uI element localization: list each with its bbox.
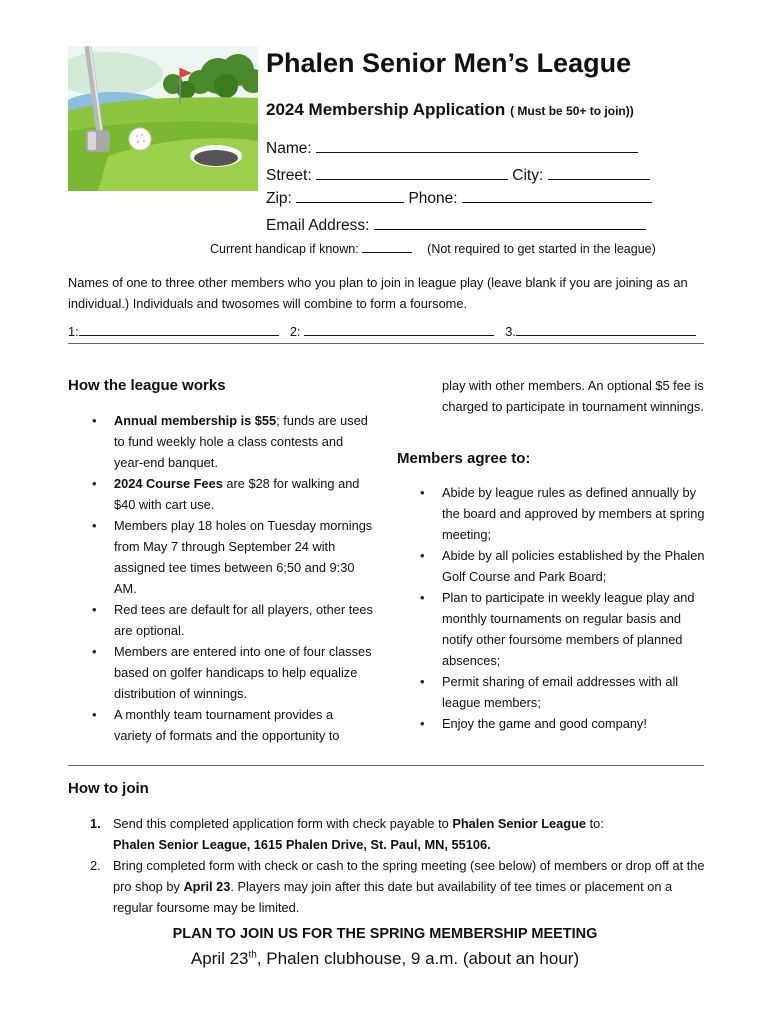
list-item: • Permit sharing of email addresses with all league members;	[416, 671, 706, 713]
name-label: Name:	[266, 140, 312, 157]
handicap-blank[interactable]	[362, 241, 412, 253]
list-item: • Abide by all policies established by the Phalen Golf Course and Park Board;	[416, 545, 706, 587]
phone-blank[interactable]	[462, 188, 652, 203]
street-label: Street:	[266, 167, 312, 184]
page-title: Phalen Senior Men’s League	[266, 48, 632, 78]
meeting-details	[0, 949, 770, 969]
list-item: • Abide by league rules as defined annually by the board and approved by members at spring meeting;	[416, 482, 706, 545]
phone-label: Phone:	[408, 190, 458, 207]
meeting-location-time: , Phalen clubhouse, 9 a.m. (about an hour)	[256, 949, 580, 968]
list-item: • Plan to participate in weekly league play and monthly tournaments on regular basis and notify other foursome members of planned absences;	[416, 587, 706, 671]
street-blank[interactable]	[316, 165, 508, 180]
members-agree-heading: Members agree to:	[397, 450, 531, 467]
league-works-list	[88, 410, 373, 746]
street-city-row	[266, 165, 650, 185]
application-subtitle	[266, 100, 634, 120]
members-agree-list	[416, 482, 706, 734]
name-field-row	[266, 138, 638, 158]
age-requirement-note: ( Must be 50+ to join))	[510, 104, 634, 118]
golf-illustration	[68, 46, 258, 191]
handicap-note: (Not required to get started in the league)	[427, 242, 656, 256]
slot-2-blank[interactable]	[304, 324, 494, 336]
email-label: Email Address:	[266, 217, 370, 234]
member-slots-row	[68, 324, 708, 339]
meeting-date: April 23	[190, 949, 249, 968]
list-item: • Red tees are default for all players, other tees are optional.	[88, 599, 373, 641]
slot-1-blank[interactable]	[79, 324, 279, 336]
league-works-heading: How the league works	[68, 377, 226, 394]
email-blank[interactable]	[374, 215, 646, 230]
zip-label: Zip:	[266, 190, 292, 207]
list-item: • Annual membership is $55; funds are used to fund weekly hole a class contests and year-end banquet.	[88, 410, 373, 473]
city-label: City:	[512, 167, 544, 184]
meeting-date-suffix: th	[248, 949, 257, 961]
list-item: • A monthly team tournament provides a variety of formats and the opportunity to	[88, 704, 373, 746]
list-item: • 2024 Course Fees are $28 for walking and $40 with cart use.	[88, 473, 373, 515]
city-blank[interactable]	[548, 165, 650, 180]
slot-3-label: 3.	[505, 324, 516, 339]
list-item: • Members are entered into one of four classes based on golfer handicaps to help equalize distribution of winnings.	[88, 641, 373, 704]
divider-bottom	[68, 765, 704, 766]
name-blank[interactable]	[316, 138, 638, 153]
list-item: • Members play 18 holes on Tuesday mornings from May 7 through September 24 with assigned tee times between 6;50 and 9:30 AM.	[88, 515, 373, 599]
join-steps-list	[90, 813, 710, 918]
join-step-1: 1. Send this completed application form with check payable to Phalen Senior League to: Phalen Senior League, 1615 Phalen Drive, St. Paul, MN, 55106.	[90, 816, 604, 852]
tournament-continuation: play with other members. An optional $5 fee is charged to participate in tournament winnings.	[442, 378, 704, 414]
mailing-address: Phalen Senior League, 1615 Phalen Drive, St. Paul, MN, 55106.	[113, 837, 491, 852]
list-item: • Enjoy the game and good company!	[416, 713, 706, 734]
divider-top	[68, 343, 704, 344]
zip-phone-row	[266, 188, 652, 208]
handicap-row	[210, 241, 656, 256]
how-to-join-heading: How to join	[68, 780, 149, 797]
handicap-label: Current handicap if known:	[210, 242, 359, 256]
meeting-banner: PLAN TO JOIN US FOR THE SPRING MEMBERSHIP MEETING	[172, 926, 598, 942]
slot-3-blank[interactable]	[516, 324, 696, 336]
email-row	[266, 215, 646, 235]
join-step-2: 2. Bring completed form with check or cash to the spring meeting (see below) of members or drop off at the pro shop by April 23. Players may join after this date but availability of tee times or placement on a regular foursome may be limited.	[90, 858, 705, 915]
subtitle-text: 2024 Membership Application	[266, 100, 506, 119]
slot-1-label: 1:	[68, 324, 79, 339]
member-names-instructions: Names of one to three other members who you plan to join in league play (leave blank if you are joining as an individual.) Individuals and twosomes will combine to form a foursome.	[68, 275, 688, 311]
slot-2-label: 2:	[289, 324, 301, 339]
zip-blank[interactable]	[296, 188, 404, 203]
